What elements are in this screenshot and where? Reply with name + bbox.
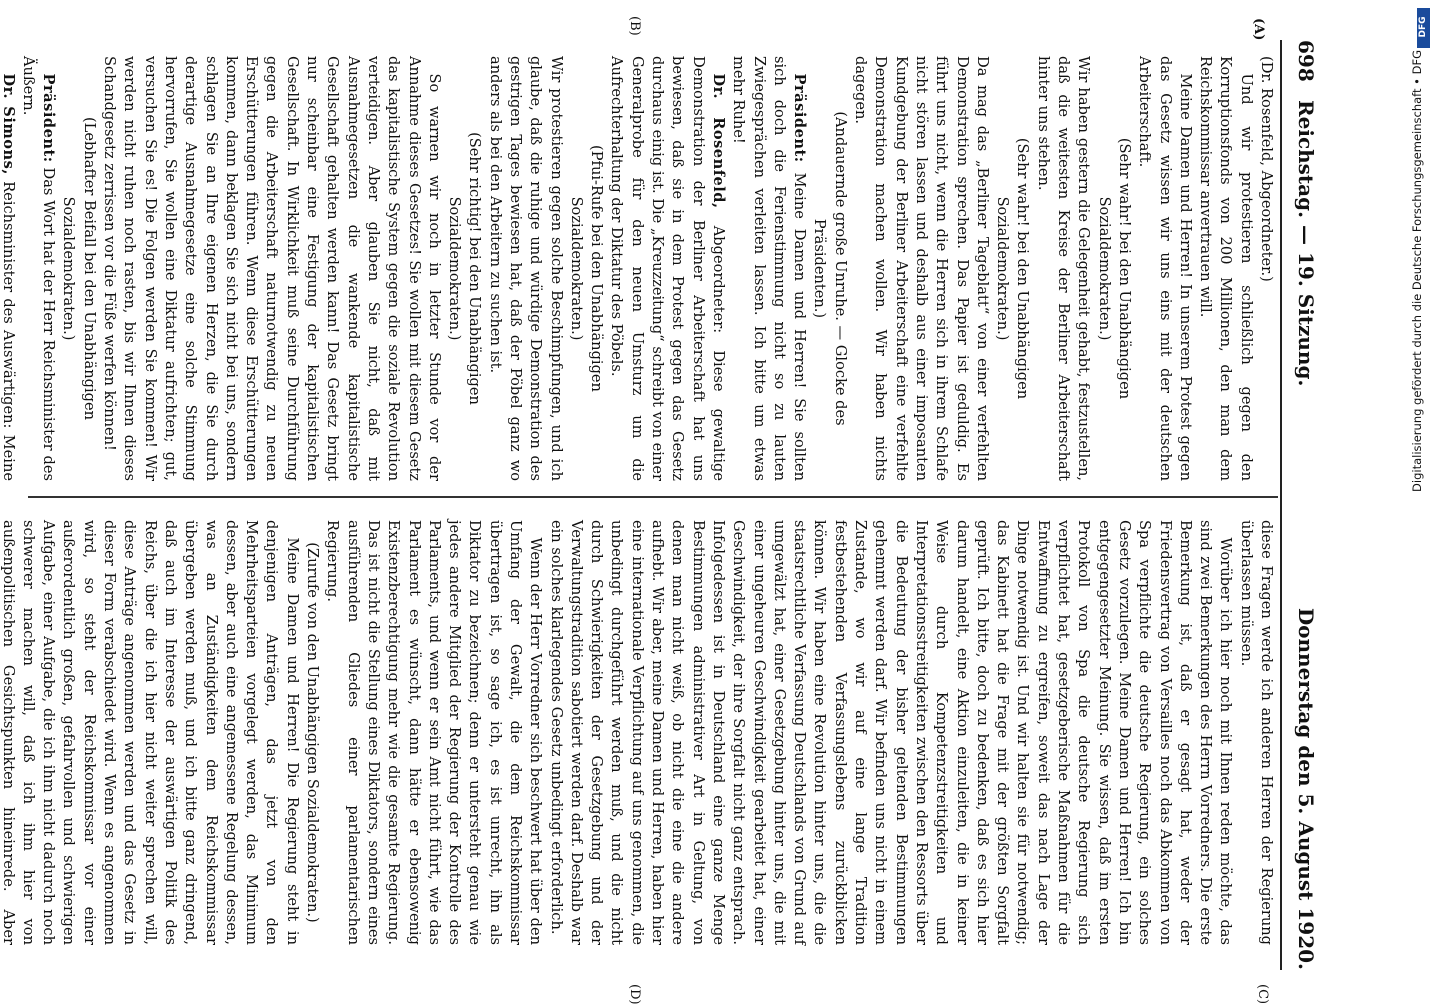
paragraph-text: Wir protestieren gegen solche Beschimpfungen, und ich glaube, daß die ruhige und würdige Demonstration des gestrigen Tages bewiesen hat, daß der Pöbel ganz wo anders als bei den Arbeitern zu suchen ist. [486,56,565,481]
header-rule [1280,40,1282,970]
running-head-right: Donnerstag den 5. August 1920. [1294,607,1318,970]
paragraph [322,520,545,945]
stage-direction [302,520,322,945]
paragraph-text: Meine Damen und Herren! Die Regierung steht in denjenigen Anträgen, das jetzt von den Mehrheitsparteien vorgelegt werden, das Minimum dessen, aber auch eine angemessene Regelung dessen, was an Zuständigkeiten dem Reichskommissar übergeben werden muß, und ich bitte ganz dringend, daß auch im Interesse der auswärtigen Politik des Reichs, über die ich hier nicht weiter sprechen will, diese Anträge angenommen werden und das Gesetz in dieser Form verabschiedet wird. Wenn es angenommen wird, so steht der Reichskommissar vor einer außerordentlich großen, gefahrvollen und schwierigen Aufgabe, einer Aufgabe, die ich ihm nicht dadurch noch schwerer machen will, daß ich ihm hier von außenpolitischen Gesichtspunkten hineinrede. Aber [0,520,301,945]
paragraph [850,56,992,481]
paragraph [484,56,565,481]
stage-direction [1093,56,1134,481]
speaker-name: Dr. Rosenfeld, [709,73,727,209]
column-rule [28,496,1278,498]
paragraph-text: (Dr. Rosenfeld, Abgeordneter.) [1258,56,1275,282]
paragraph [1134,56,1195,481]
paragraph-text: Meine Damen und Herren! Sie sollten sich doch die Ferienstimmung nicht so zu lauten Zwiegesprächen verleiten lassen. Ich bitte um etwas mehr Ruhe! [730,56,809,481]
stage-direction [58,56,99,481]
stage-direction [566,56,607,481]
paragraph-text: (Zurufe von den Unabhängigen Sozialdemokraten.) [304,542,322,923]
margin-marker-d: (D) [627,984,642,1005]
paragraph-text: Meine Damen und Herren! In unserem Protest gegen das Gesetz wissen wir uns eins mit der deutschen Arbeiterschaft. [1136,56,1194,481]
stage-direction [992,56,1033,481]
paragraph [1032,56,1093,481]
paragraph-text: diese Fragen werde ich anderen Herren der Regierung überlassen müssen. [1237,520,1275,945]
margin-marker-a: (A) [1251,18,1266,41]
speaker-name: Dr. Simons, [0,73,17,175]
paragraph-text: Reichsminister des Auswärtigen: Meine [0,181,17,481]
paragraph-text: So warnen wir noch in letzter Stunde vor der Annahme dieses Gesetzes! Sie wollen mit diesem Gesetz das kapitalistische System gegen die soziale Revolution verteidigen. Aber glauben Sie nicht, daß mit Ausnahmegesetzen die wankende kapitalistische Gesellschaft gehalten werden kann! Das Gesetz bringt nur scheinbar eine Festigung der kapitalistischen Gesellschaft. In Wirklichkeit muß seine Durchführung gegen die Arbeiterschaft naturnotwendig zu neuen Erschütterungen führen. Wenn diese Erschütterungen kommen, dann beklagen Sie sich nicht bei uns, sondern schlagen Sie an Ihre eigenen Herzen, die Sie durch derartige Ausnahmegesetze eine solche Stimmung hervorrufen, Sie wollen eine Diktatur aufrichten; gut, versuchen Sie es! Die Folgen werden Sie kommen! Wir werden nicht ruhen noch rasten, bis wir Ihnen dieses Schandgesetz zerrissen vor die Füße werfen können! [101,56,443,481]
right-column [0,520,1276,945]
speaker-paragraph [728,56,809,481]
paragraph-text: (Andauernde große Unruhe. — Glocke des Präsidenten.) [811,111,849,426]
paragraph-text: Und wir protestieren schließlich gegen den Korruptionsfonds von 200 Millionen, den man dem Reichskommissar anvertrauen will. [1197,56,1255,481]
credit-text: Digitalisierung gefördert durch die Deutsche Forschungsgemeinschaft • DFG [1410,50,1424,492]
speaker-name: Präsident: [40,73,58,163]
speaker-name: Präsident: [791,73,809,163]
left-column [0,56,1276,482]
paragraph-text: Abgeordneter: Diese gewaltige Demonstration der Berliner Arbeiterschaft hat uns bewiesen, daß sie in dem Protest gegen das Gesetz durchaus einig ist. Die „Kreuzzeitung“ schreibt von einer Generalprobe für den neuen Umsturz um die Aufrechterhaltung der Diktatur des Pöbels. [608,56,727,482]
digitization-credit [1404,6,1430,990]
paragraph-text: (Lebhafter Beifall bei den Unabhängigen Sozialdemokraten.) [60,116,98,420]
margin-marker-c: (C) [1255,984,1270,1005]
paragraph-text: Worüber ich hier noch mit Ihnen reden möchte, das sind zwei Bemerkungen des Herrn Vorredners. Die erste Bemerkung ist, daß er gesagt hat, weder der Friedensvertrag von Versailles noch das Abkommen von Spa verpflichte die deutsche Regierung, ein solches Gesetz vorzulegen. Meine Damen und Herren! Ich bin entgegengesetzter Meinung. Sie wissen, daß im ersten Protokoll von Spa die deutsche Regierung sich verpflichtet hat, gesetzgeberische Maßnahmen für die Entwaffnung zu ergreifen, soweit das nach Lage der Dinge notwendig ist. Und wir halten sie für notwendig; das Kabinett hat die Frage mit der größten Sorgfalt geprüft. Ich bitte, doch zu bedenken, daß es sich hier darum handelt, eine Aktion einzuleiten, die in keiner Weise durch Kompetenzstreitigkeiten und Interpretationsstreitigkeiten zwischen den Ressorts über die Bedeutung der bisher geltenden Bestimmungen gehemmt werden darf. Wir befinden uns nicht in einem Zustande, wo wir auf eine lange Tradition festbestehenden Verfassungslebens zurückblicken können. Wir haben eine Revolution hinter uns, die die staatsrechtliche Verfassung Deutschlands von Grund auf umgewälzt hat, einer Gesetzgebung hinter uns, die mit einer ungeheuren Geschwindigkeit gearbeitet hat, einer Geschwindigkeit, der ihre Sorgfalt nicht ganz entsprach. Infolgedessen ist in Deutschland eine ganze Menge Bestimmungen administrativer Art in Geltung, von denen man nicht weiß, ob nicht die eine die andere aufhebt. Wir aber, meine Damen und Herren, haben hier eine internationale Verpflichtung auf uns genommen, die unbedingt durchgeführt werden muß, und die nicht durch Schwierigkeiten der Gesetzgebung und der Verwaltungstradition sabotiert werden darf. Deshalb war ein solches klarlegendes Gesetz unbedingt erforderlich. [547,520,1235,945]
paragraph [1256,56,1276,481]
paragraph-text: (Sehr wahr! bei den Unabhängigen Sozialdemokraten.) [1095,137,1133,400]
stage-direction [444,56,485,481]
paragraph-text: Da mag das „Berliner Tageblatt“ von einer verfehlten Demonstration sprechen. Das Papier ist geduldig. Es führt uns nicht, wenn die Herren sich in ihrem Schlafe nicht stören lassen und deshalb aus einer imposanten Kundgebung der Berliner Arbeiterschaft eine verfehlte Demonstration machen wollen. Wir haben nichts dagegen. [852,56,991,481]
paragraph [99,56,444,481]
paragraph [1195,56,1256,481]
paragraph-text: (Pfui-Rufe bei den Unabhängigen Sozialdemokraten.) [567,145,606,392]
logo-text: DFG [1418,16,1428,38]
page-number: 698 [1294,40,1318,82]
dfg-logo [1417,8,1430,48]
paragraph-text: (Sehr wahr! bei den Unabhängigen Sozialdemokraten.) [994,137,1032,400]
paragraph [0,520,302,945]
running-head [1278,40,1318,970]
paragraph-text: Wir haben gestern die Gelegenheit gehabt, festzustellen, daß die weitesten Kreise der Berliner Arbeiterschaft hinter uns stehen. [1034,56,1093,481]
running-head-left: Reichstag. — 19. Sitzung. [1294,100,1318,387]
margin-marker-b: (B) [627,16,642,36]
stage-direction [809,56,850,481]
paragraph [545,520,1235,945]
speaker-paragraph [18,56,59,481]
paragraph-text: Wenn der Herr Vorredner sich beschwert hat über den Umfang der Gewalt, die dem Reichskommissar übertragen ist, so sage ich, es ist unrecht, ihn als Diktator zu bezeichnen; denn er untersteht genau wie jedes andere Mitglied der Regierung der Kontrolle des Parlaments, und wenn er sein Amt nicht führt, wie das Parlament es wünscht, dann hätte er ebensowenig Existenzberechtigung mehr wie die gesamte Regierung. Das ist nicht die Stellung eines Diktators, sondern eines ausführenden Gliedes einer parlamentarischen Regierung. [324,520,545,945]
speaker-paragraph [0,56,18,481]
paragraph-text: (Sehr richtig! bei den Unabhängigen Sozialdemokraten.) [446,132,484,405]
paragraph [1235,520,1276,945]
speaker-paragraph [606,56,728,481]
paragraph-text: Das Wort hat der Herr Reichsminister des Äußern. [19,56,58,481]
